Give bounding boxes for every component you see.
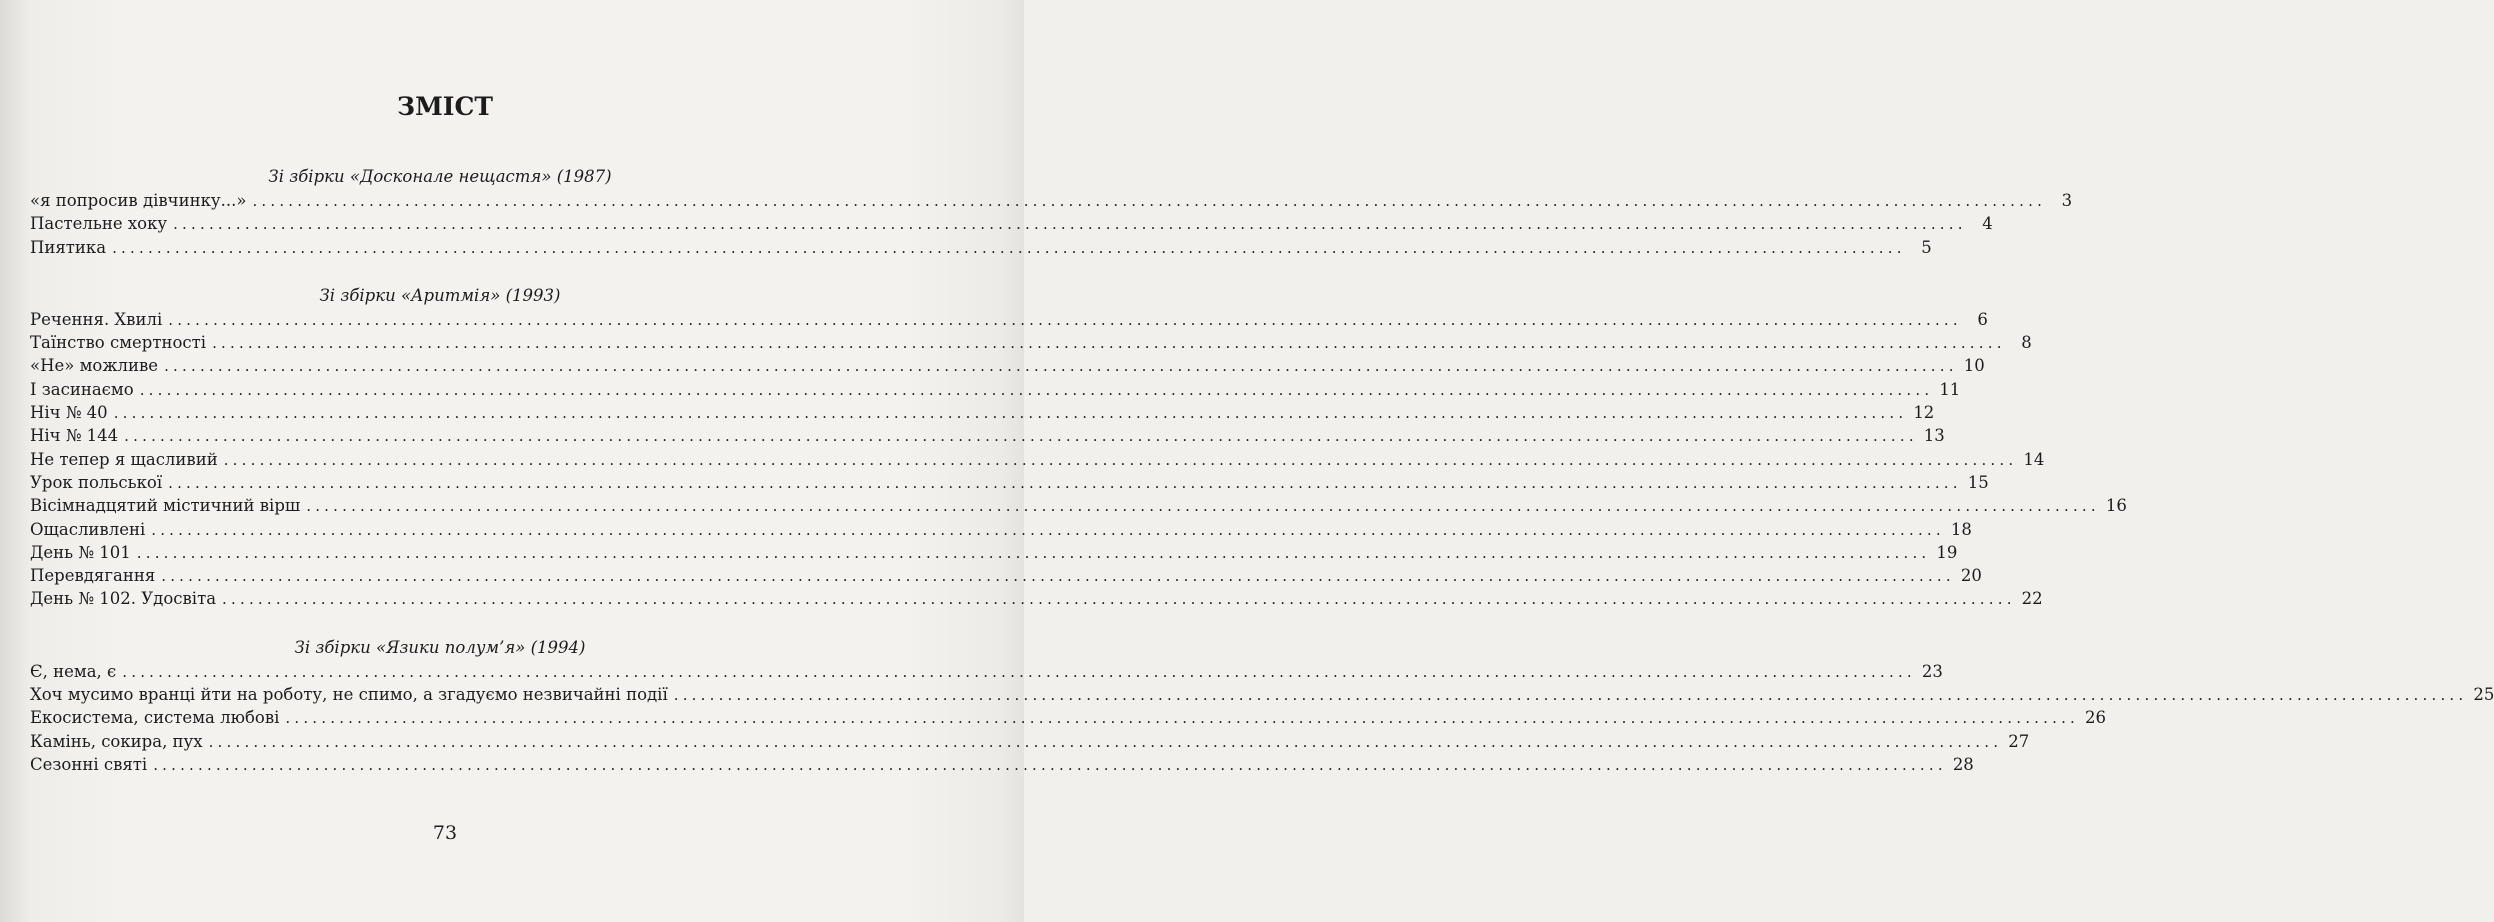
toc-entry-page: 16 — [2105, 496, 2127, 516]
dot-leader: ........................................................................................................................................................................................................ — [153, 755, 1947, 774]
toc-entry[interactable] — [30, 518, 1972, 541]
toc-entry-title: Пиятика — [30, 237, 107, 257]
toc-entry-page: 14 — [2023, 449, 2045, 469]
dot-leader: ........................................................................................................................................................................................................ — [208, 732, 2003, 751]
dot-leader: ........................................................................................................................................................................................................ — [223, 450, 2018, 469]
section-heading: Зі збірки «Аритмія» (1993) — [319, 285, 561, 305]
toc-entry[interactable] — [30, 494, 2127, 517]
toc-entry-page: 13 — [1923, 426, 1945, 446]
toc-entry-title: Не тепер я щасливий — [30, 449, 218, 469]
toc-entry[interactable] — [30, 660, 1943, 683]
toc-entry[interactable] — [30, 753, 1974, 776]
toc-entry-page: 28 — [1952, 754, 1974, 774]
toc-entry[interactable] — [30, 378, 1961, 401]
toc-entry-title: Ніч № 144 — [30, 426, 119, 446]
dot-leader: ........................................................................................................................................................................................................ — [252, 192, 2047, 210]
toc-entry-title: Екосистема, система любові — [30, 708, 280, 728]
toc-entry-page: 3 — [2061, 191, 2073, 210]
toc-entry-title: Таїнство смертності — [30, 333, 207, 353]
dot-leader: ........................................................................................................................................................................................................ — [113, 404, 1908, 423]
dot-leader: ........................................................................................................................................................................................................ — [164, 357, 1958, 376]
dot-leader: ........................................................................................................................................................................................................ — [222, 590, 2016, 609]
section-gap — [30, 611, 830, 635]
dot-leader: ........................................................................................................................................................................................................ — [139, 380, 1934, 399]
toc-entry[interactable] — [30, 331, 2032, 354]
toc-entry-title: «Не» можливе — [30, 356, 159, 376]
toc-entry-title: І засинаємо — [30, 379, 134, 399]
toc-entry[interactable] — [30, 448, 2045, 471]
toc-entry[interactable] — [30, 236, 1932, 259]
toc-entry-title: Ощасливлені — [30, 519, 146, 539]
toc-entry-title: Камінь, сокира, пух — [30, 731, 203, 751]
toc-entry[interactable] — [30, 587, 2043, 610]
toc-entry-page: 20 — [1960, 566, 1982, 586]
dot-leader: ........................................................................................................................................................................................................ — [122, 662, 1916, 681]
toc-entry-page: 11 — [1939, 379, 1961, 399]
toc-entry-page: 15 — [1967, 472, 1989, 492]
toc-entry-title: Є, нема, є — [30, 661, 117, 681]
toc-entry[interactable] — [30, 212, 1993, 235]
section-heading: Зі збірки «Язики полум’я» (1994) — [294, 637, 586, 657]
dot-leader: ........................................................................................................................................................................................................ — [306, 497, 2100, 516]
toc-entry-page: 10 — [1963, 356, 1985, 376]
toc-entry-page: 27 — [2008, 731, 2030, 751]
toc-entry[interactable] — [30, 564, 1982, 587]
toc-entry[interactable] — [30, 401, 1935, 424]
toc-entry[interactable] — [30, 683, 2494, 706]
toc-entry-title: День № 101 — [30, 542, 131, 562]
dot-leader: ........................................................................................................................................................................................................ — [173, 215, 1967, 234]
dot-leader: ........................................................................................................................................................................................................ — [673, 686, 2468, 705]
toc-entry-page: 26 — [2085, 708, 2107, 728]
toc-entry-title: День № 102. Удосвіта — [30, 589, 217, 609]
toc-entry-page: 12 — [1913, 403, 1935, 423]
toc-entry-page: 19 — [1936, 542, 1958, 562]
toc-entry-title: Перевдягання — [30, 566, 156, 586]
page-title: ЗМІСТ — [397, 92, 493, 121]
toc-entry[interactable] — [30, 354, 1985, 377]
toc-entry-title: Сезонні святі — [30, 754, 148, 774]
dot-leader: ........................................................................................................................................................................................................ — [212, 334, 2006, 353]
dot-leader: ........................................................................................................................................................................................................ — [285, 709, 2080, 728]
toc-entry-page: 8 — [2021, 333, 2032, 353]
dot-leader: ........................................................................................................................................................................................................ — [151, 520, 1945, 539]
toc-entry-page: 5 — [1921, 237, 1932, 257]
toc-entry-page: 6 — [1977, 309, 1988, 329]
toc-entry[interactable] — [30, 189, 2073, 212]
toc-entry-page: 23 — [1921, 661, 1943, 681]
toc-entry-page: 18 — [1950, 519, 1972, 539]
toc-entry-title: Речення. Хвилі — [30, 309, 163, 329]
dot-leader: ........................................................................................................................................................................................................ — [161, 567, 1955, 586]
toc-entry[interactable] — [30, 706, 2107, 729]
page-number: 73 — [432, 822, 458, 844]
toc-entry[interactable] — [30, 308, 1988, 331]
toc-entry-title: «я попросив дівчинку...» — [30, 191, 247, 210]
toc-entry[interactable] — [30, 541, 1958, 564]
toc-entry-title: Хоч мусимо вранці йти на роботу, не спимо, а згадуємо незвичайні події — [30, 685, 668, 705]
table-of-contents — [30, 164, 2494, 776]
dot-leader: ........................................................................................................................................................................................................ — [112, 238, 1906, 257]
toc-entry-page: 25 — [2473, 685, 2494, 705]
toc-entry-title: Урок польської — [30, 472, 163, 492]
toc-entry-title: Пастельне хоку — [30, 214, 168, 234]
dot-leader: ........................................................................................................................................................................................................ — [168, 310, 1962, 329]
toc-entry[interactable] — [30, 471, 1989, 494]
dot-leader: ........................................................................................................................................................................................................ — [124, 427, 1918, 446]
toc-entry-title: Ніч № 40 — [30, 403, 108, 423]
toc-entry-page: 4 — [1982, 214, 1993, 234]
toc-entry[interactable] — [30, 730, 2030, 753]
dot-leader: ........................................................................................................................................................................................................ — [168, 473, 1962, 492]
section-heading: Зі збірки «Досконале нещастя» (1987) — [268, 167, 612, 186]
toc-entry[interactable] — [30, 424, 1945, 447]
toc-entry-title: Вісімнадцятий містичний вірш — [30, 496, 301, 516]
toc-entry-page: 22 — [2021, 589, 2043, 609]
dot-leader: ........................................................................................................................................................................................................ — [136, 543, 1931, 562]
section-gap — [30, 259, 830, 283]
